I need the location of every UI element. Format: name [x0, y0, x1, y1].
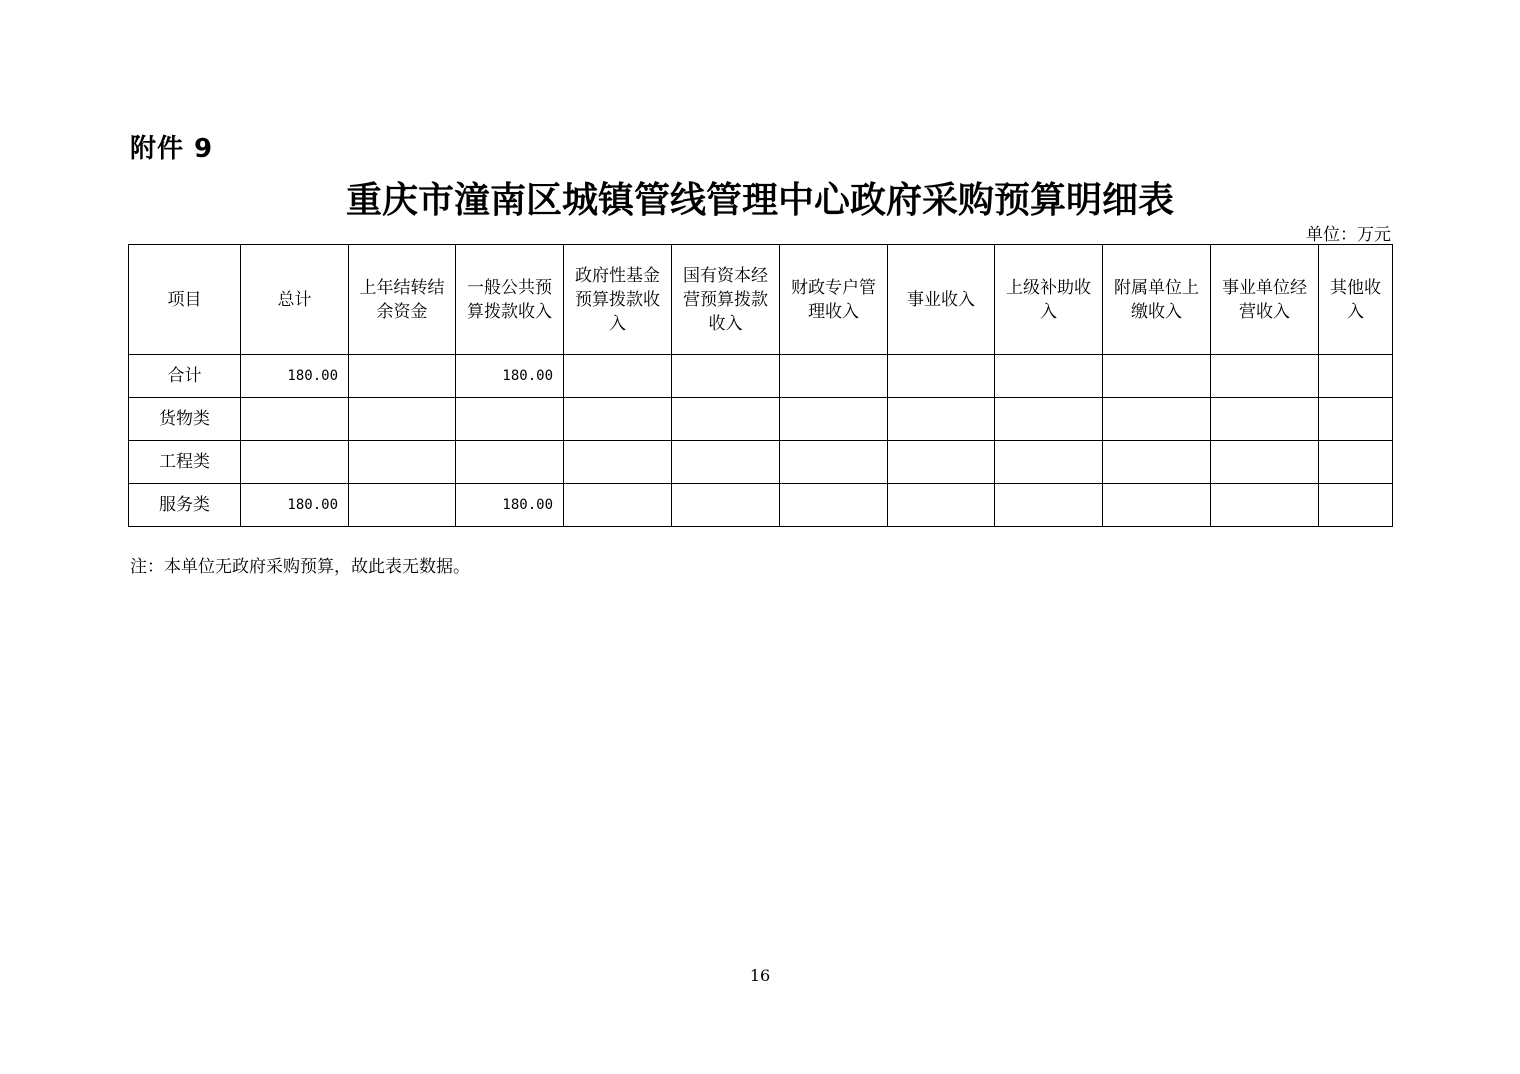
- table-cell: [780, 355, 888, 398]
- table-cell: [1103, 355, 1211, 398]
- table-cell: [780, 398, 888, 441]
- table-row: [129, 441, 1393, 484]
- table-cell: [564, 484, 672, 527]
- table-row: [129, 484, 1393, 527]
- table-cell: [888, 441, 995, 484]
- table-cell: [564, 398, 672, 441]
- table-cell: [1319, 398, 1393, 441]
- table-cell: [1211, 484, 1319, 527]
- header-other-income: 其他收入: [1319, 245, 1393, 355]
- table-cell: [672, 398, 780, 441]
- row-label: 货物类: [129, 398, 241, 441]
- header-special-account: 财政专户管理收入: [780, 245, 888, 355]
- row-label: 服务类: [129, 484, 241, 527]
- table-cell: [672, 355, 780, 398]
- table-row: [129, 355, 1393, 398]
- table-cell: [1211, 398, 1319, 441]
- table-cell: [672, 484, 780, 527]
- table-cell: [241, 398, 349, 441]
- table-cell: [1103, 484, 1211, 527]
- table-cell: [456, 398, 564, 441]
- table-cell: [1103, 398, 1211, 441]
- table-cell: [1319, 355, 1393, 398]
- table-cell: [1211, 441, 1319, 484]
- header-general-budget: 一般公共预算拨款收入: [456, 245, 564, 355]
- table-cell: [995, 441, 1103, 484]
- table-cell: [780, 441, 888, 484]
- header-business-income: 事业收入: [888, 245, 995, 355]
- table-cell: [349, 484, 456, 527]
- table-cell: [888, 355, 995, 398]
- table-cell: [241, 441, 349, 484]
- row-label: 合计: [129, 355, 241, 398]
- header-item: 项目: [129, 245, 241, 355]
- header-total: 总计: [241, 245, 349, 355]
- table-cell: [1211, 355, 1319, 398]
- table-cell: 180.00: [456, 484, 564, 527]
- table-cell: [780, 484, 888, 527]
- row-label: 工程类: [129, 441, 241, 484]
- table-cell: [1319, 441, 1393, 484]
- unit-label: 单位：万元: [1306, 225, 1391, 245]
- table-cell: [349, 355, 456, 398]
- table-cell: [995, 398, 1103, 441]
- header-state-capital: 国有资本经营预算拨款收入: [672, 245, 780, 355]
- table-cell: [564, 441, 672, 484]
- attachment-label: 附件 9: [130, 134, 214, 164]
- table-header-row: [129, 245, 1393, 355]
- header-operating-income: 事业单位经营收入: [1211, 245, 1319, 355]
- procurement-budget-table: [128, 244, 1393, 527]
- table-cell: 180.00: [456, 355, 564, 398]
- table-cell: [888, 484, 995, 527]
- header-superior-subsidy: 上级补助收入: [995, 245, 1103, 355]
- page-title: 重庆市潼南区城镇管线管理中心政府采购预算明细表: [345, 179, 1174, 221]
- table-cell: 180.00: [241, 484, 349, 527]
- page-number: 16: [749, 966, 771, 985]
- table-cell: [456, 441, 564, 484]
- table-row: [129, 398, 1393, 441]
- table-cell: [349, 441, 456, 484]
- header-gov-fund: 政府性基金预算拨款收入: [564, 245, 672, 355]
- header-carryover: 上年结转结余资金: [349, 245, 456, 355]
- table-cell: [995, 484, 1103, 527]
- table-cell: [564, 355, 672, 398]
- table-cell: [1103, 441, 1211, 484]
- footnote: 注：本单位无政府采购预算，故此表无数据。: [130, 557, 470, 577]
- table-cell: [888, 398, 995, 441]
- table-cell: [1319, 484, 1393, 527]
- table-cell: [995, 355, 1103, 398]
- table-cell: [349, 398, 456, 441]
- header-affiliate-remit: 附属单位上缴收入: [1103, 245, 1211, 355]
- table-cell: [672, 441, 780, 484]
- table-cell: 180.00: [241, 355, 349, 398]
